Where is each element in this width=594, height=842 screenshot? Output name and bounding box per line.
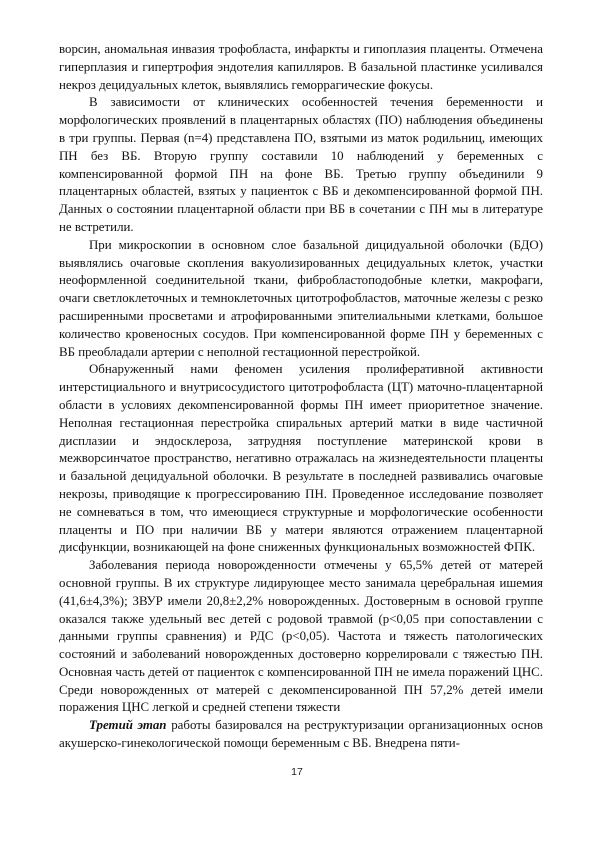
third-stage-lead: Третий этап (89, 718, 167, 733)
paragraph-continuation: ворсин, аномальная инвазия трофобласта, инфаркты и гипоплазия плаценты. Отмечена гиперплазия и гипертрофия эндотелия капилляров. В базальной пластинке усиливался некроз децидуальных клеток, выявлялись геморрагические фокусы. (59, 42, 543, 92)
page-number: 17 (291, 766, 303, 778)
paragraph-newborn-diseases: Заболевания периода новорожденности отмечены у 65,5% детей от матерей основной группы. В их структуре лидирующее место занимала церебральная ишемия (41,6±4,3%); ЗВУР имели 20,8±2,2% новорожденных. Достоверным в основой группе оказался также удельный вес детей с родовой травмой (р<0,05 при сопоставлении с данными группы сравнения) и РДС (р<0,05). Частота и тяжесть патологических состояний и заболеваний новорожденных достоверно коррелировали с тяжестью ПН. Основная часть детей от пациенток с компенсированной ПН не имела поражений ЦНС. Среди новорожденных от матерей с декомпенсированной ПН 57,2% детей имели поражения ЦНС легкой и средней степени тяжести (59, 558, 543, 715)
third-stage-text: работы базировался на реструктуризации организационных основ акушерско-гинекологической помощи беременным с ВБ. Внедрена пяти- (59, 718, 543, 751)
body-text (59, 41, 543, 753)
paragraph-microscopy: При микроскопии в основном слое базальной дицидуальной оболочки (БДО) выявлялись очаговые скопления вакуолизированных децидуальных клеток, участки неоформленной соединительной ткани, фибробластоподобные клетки, макрофаги, очаги светлоклеточных и темноклеточных цитотрофобластов, маточные железы с резко расширенными просветами и атрофированными эпителиальными клетками, большое количество кровеносных сосудов. При компенсированной форме ПН у беременных с ВБ преобладали артерии с неполной гестационной перестройкой. (59, 237, 543, 359)
paragraph-third-stage (59, 717, 543, 753)
paragraph-study-groups: В зависимости от клинических особенностей течения беременности и морфологических проявлений в плацентарных областях (ПО) наблюдения объединены в три группы. Первая (n=4) представлена ПО, взятыми из маток родильниц, имеющих ПН без ВБ. Вторую группу составили 10 наблюдений у беременных с компенсированной формой ПН на фоне ВБ. Третью группу объединили 9 плацентарных областей, взятых у пациенток с ВБ и декомпенсированной формой ПН. Данных о состоянии плацентарной области при ВБ в сочетании с ПН мы в литературе не встретили. (59, 95, 543, 234)
paragraph-proliferative-activity: Обнаруженный нами феномен усиления пролиферативной активности интерстициального и внутрисосудистого цитотрофобласта (ЦТ) маточно-плацентарной области в условиях декомпенсированной формы ПН имеет приоритетное значение. Неполная гестационная перестройка спиральных артерий матки в виде частичной дисплазии и эндосклероза, затрудняя поступление материнской крови в межворсинчатое пространство, негативно отражалась на жизнедеятельности плаценты и базальной децидуальной оболочки. В результате в последней развивались очаговые некрозы, приводящие к прогрессированию ПН. Проведенное исследование позволяет не сомневаться в том, что имеющиеся структурные и морфологические особенности плаценты и ПО при наличии ВБ у матери являются отражением плацентарной дисфункции, возникающей на фоне сниженных функциональных возможностей ФПК. (59, 362, 543, 555)
